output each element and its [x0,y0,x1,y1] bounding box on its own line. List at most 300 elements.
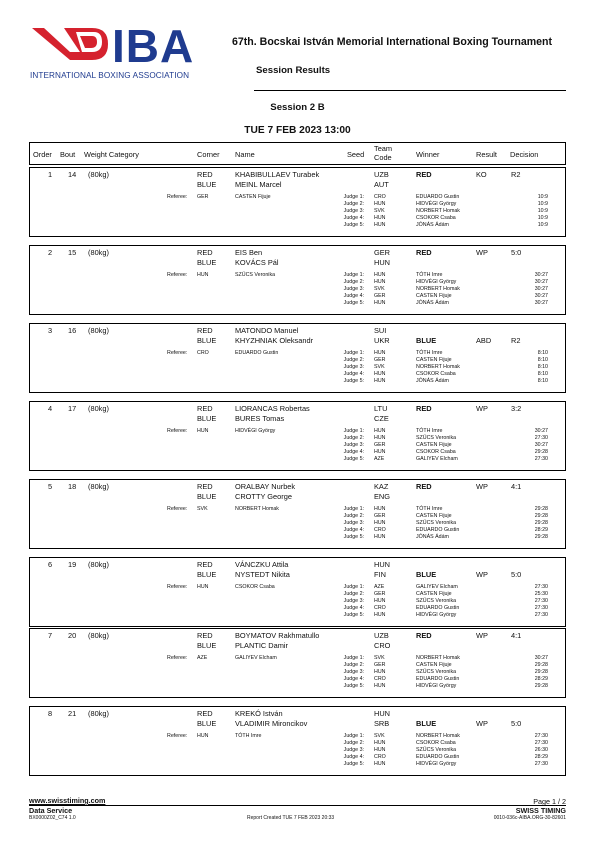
judge-country: GER [374,662,386,668]
red-team-code: GER [374,248,391,257]
result: KO [476,170,487,179]
bout-order: 2 [48,248,53,257]
result: WP [476,248,488,257]
judge-name: CASTEN Fijuje [416,442,452,448]
judge-score: 27:30 [534,612,548,618]
winner: RED [416,170,432,179]
judge-name: SZÜCS Veronika [416,669,457,675]
judge-score: 29:28 [534,449,548,455]
judge-label: Judge 4: [343,293,364,299]
bout-number: 15 [68,248,77,257]
judge-label: Judge 5: [343,300,364,306]
judge-label: Judge 5: [343,534,364,540]
judge-label: Judge 4: [343,754,364,760]
result: WP [476,570,488,579]
red-corner-label: RED [197,631,213,640]
judge-score: 10:9 [537,194,548,200]
referee-country: AZE [197,655,208,661]
judge-name: HIDVÉGI György [416,683,457,689]
blue-boxer-name: VLADIMIR Mironcikov [235,719,308,728]
judge-name: NORBERT Homak [416,733,460,739]
referee-name: SZÜCS Veronika [235,272,276,278]
col-winner: Winner [416,150,440,159]
referee-country: HUN [197,272,209,278]
logo-subtitle: INTERNATIONAL BOXING ASSOCIATION [30,71,190,80]
judge-label: Judge 3: [343,442,364,448]
bout-block [29,706,566,776]
red-boxer-name: ORALBAY Nurbek [235,482,296,491]
referee-label: Referee: [167,350,188,356]
weight-category: (80kg) [88,326,109,335]
col-corner: Corner [197,150,220,159]
winner: BLUE [416,719,437,728]
decision: 5:0 [511,248,522,257]
judge-score: 30:27 [534,428,548,434]
bout-number: 17 [68,404,77,413]
footer-brand: SWISS TIMING [515,806,566,815]
red-boxer-name: LIORANCAS Robertas [235,404,310,413]
referee-name: GALIYEV Elcham [235,655,277,661]
judge-country: HUN [374,534,386,540]
glove-mark [32,28,108,60]
judge-name: CASTEN Fijuje [416,662,452,668]
red-boxer-name: KREKÓ István [235,709,283,718]
judge-name: EDUARDO Gustin [416,676,460,682]
judge-label: Judge 2: [343,591,364,597]
red-team-code: SUI [374,326,387,335]
judge-score: 27:30 [534,733,548,739]
red-boxer-name: BOYMATOV Rakhmatullo [235,631,320,640]
judge-name: NORBERT Homak [416,655,460,661]
judge-country: SVK [374,208,385,214]
red-corner-label: RED [197,404,213,413]
judge-country: GER [374,357,386,363]
referee-label: Referee: [167,733,188,739]
judge-name: SZÜCS Veronika [416,520,457,526]
judge-label: Judge 5: [343,683,364,689]
judge-country: HUN [374,506,386,512]
judge-name: CASTEN Fijuje [416,357,452,363]
bout-block [29,323,566,393]
bout-block [29,167,566,237]
judge-country: SVK [374,655,385,661]
judge-name: CSOKOR Csaba [416,371,456,377]
red-corner-label: RED [197,482,213,491]
blue-boxer-name: KHYZHNIAK Oleksandr [235,336,314,345]
judge-label: Judge 3: [343,669,364,675]
judge-score: 8:10 [537,350,548,356]
decision: 3:2 [511,404,522,413]
judge-label: Judge 2: [343,201,364,207]
judge-country: HUN [374,428,386,434]
referee-country: CRO [197,350,209,356]
judge-country: SVK [374,733,385,739]
weight-category: (80kg) [88,248,109,257]
blue-team-code: FIN [374,570,386,579]
blue-team-code: CRO [374,641,391,650]
judge-label: Judge 2: [343,435,364,441]
blue-team-code: UKR [374,336,390,345]
blue-corner-label: BLUE [197,719,217,728]
blue-corner-label: BLUE [197,414,217,423]
footer-website-link[interactable]: www.swisstiming.com [29,796,106,805]
judge-country: SVK [374,364,385,370]
judge-country: HUN [374,669,386,675]
judge-score: 30:27 [534,286,548,292]
judge-name: HIDVÉGI György [416,761,457,767]
decision: 4:1 [511,482,522,491]
referee-label: Referee: [167,584,188,590]
result: WP [476,631,488,640]
judge-label: Judge 5: [343,378,364,384]
referee-name: HIDVÉGI György [235,428,276,434]
judge-label: Judge 5: [343,456,364,462]
judge-label: Judge 1: [343,733,364,739]
referee-country: GER [197,194,209,200]
judge-score: 10:9 [537,215,548,221]
judge-name: SZÜCS Veronika [416,747,457,753]
judge-label: Judge 3: [343,598,364,604]
judge-score: 10:9 [537,201,548,207]
event-title: 67th. Bocskai István Memorial International Boxing Tournament [232,36,553,48]
judge-label: Judge 2: [343,662,364,668]
judge-label: Judge 2: [343,357,364,363]
red-team-code: HUN [374,709,391,718]
judge-country: HUN [374,378,386,384]
result: WP [476,404,488,413]
judge-label: Judge 4: [343,527,364,533]
judge-score: 27:30 [534,598,548,604]
blue-corner-label: BLUE [197,336,217,345]
winner: BLUE [416,336,437,345]
judge-country: CRO [374,194,386,200]
winner: RED [416,404,432,413]
judge-country: CRO [374,605,386,611]
winner: RED [416,248,432,257]
judge-score: 27:30 [534,740,548,746]
judge-score: 30:27 [534,272,548,278]
red-team-code: HUN [374,560,391,569]
judge-name: NORBERT Homak [416,364,460,370]
bout-order: 1 [48,170,53,179]
judge-name: EDUARDO Gustin [416,605,460,611]
referee-name: CASTEN Fijuje [235,194,271,200]
referee-name: NORBERT Homak [235,506,279,512]
judge-name: TÓTH Imre [416,506,443,512]
judge-country: HUN [374,201,386,207]
referee-country: HUN [197,428,209,434]
judge-score: 25:30 [534,591,548,597]
judge-score: 30:27 [534,300,548,306]
referee-label: Referee: [167,272,188,278]
decision: 5:0 [511,719,522,728]
judge-score: 29:28 [534,534,548,540]
judge-label: Judge 5: [343,612,364,618]
col-seed: Seed [347,150,365,159]
judge-country: CRO [374,754,386,760]
judge-label: Judge 3: [343,520,364,526]
judge-score: 28:29 [534,754,548,760]
judge-label: Judge 1: [343,506,364,512]
judge-label: Judge 3: [343,364,364,370]
blue-corner-label: BLUE [197,641,217,650]
bout-order: 8 [48,709,53,718]
col-bout: Bout [60,150,76,159]
blue-boxer-name: NYSTEDT Nikita [235,570,290,579]
judge-score: 26:30 [534,747,548,753]
red-team-code: UZB [374,170,389,179]
judge-name: CASTEN Fijuje [416,591,452,597]
judge-name: HIDVÉGI György [416,279,457,285]
blue-boxer-name: BURES Tomas [235,414,285,423]
red-corner-label: RED [197,326,213,335]
bout-block [29,557,566,627]
judge-name: JÓNÁS Ádám [416,222,449,228]
judge-name: TÓTH Imre [416,272,443,278]
bout-block [29,628,566,698]
col-result: Result [476,150,497,159]
judge-country: HUN [374,612,386,618]
judge-label: Judge 4: [343,215,364,221]
judge-label: Judge 4: [343,605,364,611]
red-corner-label: RED [197,248,213,257]
referee-country: SVK [197,506,208,512]
judge-label: Judge 1: [343,194,364,200]
decision: R2 [511,170,521,179]
table-header [29,142,566,165]
judge-name: TÓTH Imre [416,428,443,434]
col-decision: Decision [510,150,539,159]
judge-score: 10:9 [537,222,548,228]
judge-name: CSOKOR Csaba [416,740,456,746]
judge-country: AZE [374,456,385,462]
blue-boxer-name: KOVÁCS Pál [235,258,279,267]
session-title: Session 2 B [270,102,325,113]
judge-country: HUN [374,279,386,285]
bout-block [29,401,566,471]
referee-country: HUN [197,584,209,590]
judge-label: Judge 1: [343,655,364,661]
judge-score: 29:28 [534,662,548,668]
judge-country: CRO [374,527,386,533]
judge-score: 27:30 [534,435,548,441]
blue-team-code: CZE [374,414,389,423]
blue-boxer-name: MEINL Marcel [235,180,282,189]
judge-country: SVK [374,286,385,292]
winner: BLUE [416,570,437,579]
referee-name: TÓTH Imre [235,733,262,739]
judge-score: 30:27 [534,279,548,285]
judge-country: HUN [374,747,386,753]
judge-name: GALIYEV Elcham [416,584,458,590]
judge-country: HUN [374,449,386,455]
judge-country: HUN [374,520,386,526]
judge-score: 10:9 [537,208,548,214]
referee-label: Referee: [167,655,188,661]
result: WP [476,482,488,491]
footer-ref-code: 0010-036c-AIBA.ORG-30-82601 [493,815,566,821]
bout-order: 7 [48,631,53,640]
judge-name: EDUARDO Gustin [416,527,460,533]
blue-team-code: ENG [374,492,391,501]
judge-name: EDUARDO Gustin [416,754,460,760]
referee-label: Referee: [167,194,188,200]
judge-label: Judge 4: [343,676,364,682]
judge-score: 28:29 [534,527,548,533]
session-date: TUE 7 FEB 2023 13:00 [244,125,351,136]
blue-team-code: HUN [374,258,391,267]
blue-team-code: SRB [374,719,390,728]
judge-name: HIDVÉGI György [416,201,457,207]
judge-score: 27:30 [534,605,548,611]
judge-label: Judge 2: [343,513,364,519]
judge-label: Judge 1: [343,350,364,356]
winner: RED [416,482,432,491]
red-team-code: KAZ [374,482,389,491]
judge-score: 28:29 [534,676,548,682]
red-team-code: LTU [374,404,388,413]
red-corner-label: RED [197,170,213,179]
judge-country: CRO [374,676,386,682]
referee-name: EDUARDO Gustin [235,350,279,356]
judge-country: GER [374,591,386,597]
bout-order: 4 [48,404,53,413]
red-boxer-name: EIS Ben [235,248,263,257]
judge-score: 8:10 [537,364,548,370]
weight-category: (80kg) [88,709,109,718]
decision: 5:0 [511,570,522,579]
judge-name: EDUARDO Gustin [416,194,460,200]
judge-name: HIDVÉGI György [416,612,457,618]
judge-country: HUN [374,272,386,278]
judge-country: HUN [374,435,386,441]
judge-label: Judge 3: [343,747,364,753]
judge-score: 30:27 [534,293,548,299]
judge-name: CSOKOR Csaba [416,449,456,455]
judge-label: Judge 3: [343,208,364,214]
blue-corner-label: BLUE [197,492,217,501]
judge-score: 29:28 [534,683,548,689]
judge-label: Judge 5: [343,222,364,228]
decision: R2 [511,336,521,345]
judge-name: SZÜCS Veronika [416,598,457,604]
bout-number: 21 [68,709,77,718]
red-boxer-name: KHABIBULLAEV Turabek [235,170,320,179]
red-team-code: UZB [374,631,389,640]
weight-category: (80kg) [88,482,109,491]
judge-score: 29:28 [534,669,548,675]
judge-name: JÓNÁS Ádám [416,300,449,306]
bout-number: 20 [68,631,77,640]
judge-score: 8:10 [537,378,548,384]
referee-label: Referee: [167,428,188,434]
col-order: Order [33,150,52,159]
judge-name: CASTEN Fijuje [416,513,452,519]
bout-order: 3 [48,326,53,335]
judge-country: HUN [374,215,386,221]
bout-block [29,245,566,315]
red-corner-label: RED [197,560,213,569]
blue-team-code: AUT [374,180,389,189]
referee-label: Referee: [167,506,188,512]
judge-score: 30:27 [534,655,548,661]
document-title: Session Results [256,65,331,76]
result: ABD [476,336,492,345]
judge-label: Judge 2: [343,740,364,746]
judge-name: CASTEN Fijuje [416,293,452,299]
logo-letters: IBA [112,22,195,72]
weight-category: (80kg) [88,631,109,640]
red-corner-label: RED [197,709,213,718]
blue-corner-label: BLUE [197,180,217,189]
bout-number: 19 [68,560,77,569]
judge-name: TÓTH Imre [416,350,443,356]
judge-country: GER [374,293,386,299]
judge-country: HUN [374,761,386,767]
header-divider [254,90,566,91]
judge-name: JÓNÁS Ádám [416,378,449,384]
judge-score: 29:28 [534,506,548,512]
judge-label: Judge 3: [343,286,364,292]
decision: 4:1 [511,631,522,640]
col-weight-category: Weight Category [84,150,139,159]
blue-boxer-name: PLANTIC Damir [235,641,288,650]
judge-score: 29:28 [534,520,548,526]
judge-score: 8:10 [537,371,548,377]
judge-country: HUN [374,350,386,356]
judge-name: JÓNÁS Ádám [416,534,449,540]
bout-number: 16 [68,326,77,335]
referee-country: HUN [197,733,209,739]
winner: RED [416,631,432,640]
bout-number: 14 [68,170,77,179]
judge-label: Judge 1: [343,272,364,278]
footer-page-number: Page 1 / 2 [533,797,566,806]
red-boxer-name: VÁNCZKU Attila [235,560,289,569]
judge-country: HUN [374,598,386,604]
judge-country: HUN [374,740,386,746]
result: WP [476,719,488,728]
judge-label: Judge 5: [343,761,364,767]
judge-country: HUN [374,300,386,306]
blue-corner-label: BLUE [197,258,217,267]
judge-country: HUN [374,371,386,377]
weight-category: (80kg) [88,404,109,413]
judge-country: GER [374,513,386,519]
red-boxer-name: MATONDO Manuel [235,326,299,335]
col-name: Name [235,150,255,159]
judge-label: Judge 1: [343,584,364,590]
judge-score: 30:27 [534,442,548,448]
judge-country: AZE [374,584,385,590]
judge-score: 27:30 [534,761,548,767]
blue-corner-label: BLUE [197,570,217,579]
judge-name: CSOKOR Csaba [416,215,456,221]
bout-order: 6 [48,560,53,569]
blue-boxer-name: CROTTY George [235,492,292,501]
weight-category: (80kg) [88,170,109,179]
judge-name: SZÜCS Veronika [416,435,457,441]
footer-doc-code: BX0000Z02_C74 1.0 [29,815,76,821]
judge-score: 29:28 [534,513,548,519]
judge-score: 27:30 [534,456,548,462]
judge-label: Judge 2: [343,279,364,285]
judge-label: Judge 4: [343,371,364,377]
judge-label: Judge 1: [343,428,364,434]
judge-label: Judge 4: [343,449,364,455]
judge-score: 8:10 [537,357,548,363]
judge-country: HUN [374,222,386,228]
